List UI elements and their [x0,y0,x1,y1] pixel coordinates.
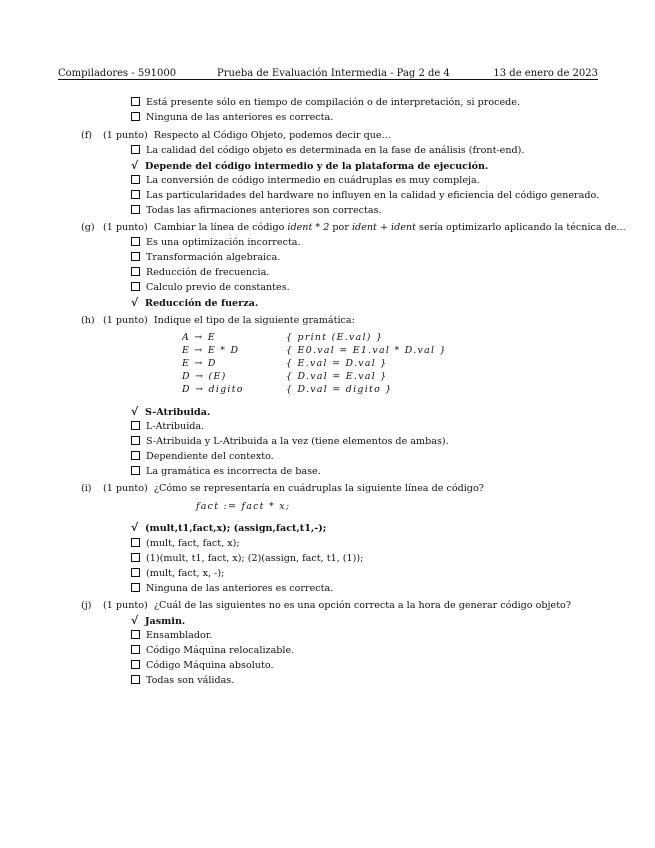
option-j-2[interactable]: Ensamblador. [131,629,212,642]
checkmark-icon: √ [131,614,139,627]
checkmark-icon: √ [131,405,139,418]
grammar-action: { D.val = digito } [286,384,393,395]
question-h: (h) (1 punto) Indique el tipo de la siguiente gramática: [81,315,355,326]
option-g-5[interactable]: √ Reducción de fuerza. [131,296,259,309]
grammar-rule: A → E [182,332,216,343]
checkbox-icon [131,282,140,291]
code-line: fact := fact * x; [196,501,291,512]
question-g: (g) (1 punto) Cambiar la línea de código ident * 2 por ident + ident sería optimizarlo aplicando la técnica de... [81,222,626,233]
checkbox-icon [131,675,140,684]
option-i-5[interactable]: Ninguna de las anteriores es correcta. [131,582,333,595]
checkmark-icon: √ [131,521,139,534]
option-h-1[interactable]: √ S-Atribuida. [131,405,211,418]
option-h-5[interactable]: La gramática es incorrecta de base. [131,465,321,478]
checkbox-icon [131,645,140,654]
checkbox-icon [131,583,140,592]
option-i-1[interactable]: √ (mult,t1,fact,x); (assign,fact,t1,-); [131,521,327,534]
checkbox-icon [131,436,140,445]
option-f-5[interactable]: Todas las afirmaciones anteriores son correctas. [131,204,382,217]
checkbox-icon [131,466,140,475]
code-expr-2: ident + ident [351,222,416,233]
option-g-4[interactable]: Calculo previo de constantes. [131,281,290,294]
checkbox-icon [131,451,140,460]
checkbox-icon [131,112,140,121]
checkbox-icon [131,553,140,562]
checkbox-icon [131,538,140,547]
grammar-rule: E → E * D [182,345,240,356]
checkbox-icon [131,568,140,577]
option-j-3[interactable]: Código Máquina relocalizable. [131,644,294,657]
checkbox-icon [131,145,140,154]
header-title: Prueba de Evaluación Intermedia - Pag 2 de 4 [217,68,450,79]
checkbox-icon [131,267,140,276]
grammar-action: { print (E.val) } [286,332,384,343]
checkbox-icon [131,190,140,199]
option-g-2[interactable]: Transformación algebraica. [131,251,280,264]
question-j: (j) (1 punto) ¿Cuál de las siguientes no es una opción correcta a la hora de generar código objeto? [81,600,571,611]
header-date: 13 de enero de 2023 [493,68,598,79]
option-f-4[interactable]: Las particularidades del hardware no influyen en la calidad y eficiencia del código generado. [131,189,599,202]
question-f: (f) (1 punto) Respecto al Código Objeto, podemos decir que... [81,130,391,141]
option-f-1[interactable]: La calidad del código objeto es determinada en la fase de análisis (front-end). [131,144,524,157]
checkmark-icon: √ [131,159,139,172]
grammar-rule: E → D [182,358,217,369]
checkbox-icon [131,237,140,246]
option-h-2[interactable]: L-Atribuida. [131,420,204,433]
checkbox-icon [131,252,140,261]
grammar-rule: D → (E) [182,371,227,382]
grammar-action: { E0.val = E1.val * D.val } [286,345,447,356]
option-i-4[interactable]: (mult, fact, x, -); [131,567,224,580]
checkbox-icon [131,205,140,214]
checkbox-icon [131,660,140,669]
option-h-3[interactable]: S-Atribuida y L-Atribuida a la vez (tiene elementos de ambas). [131,435,449,448]
header-course: Compiladores - 591000 [58,68,177,79]
option-i-2[interactable]: (mult, fact, fact, x); [131,537,240,550]
grammar-action: { E.val = D.val } [286,358,388,369]
checkbox-icon [131,97,140,106]
header-rule [58,79,598,80]
checkbox-icon [131,421,140,430]
option-j-1[interactable]: √ Jasmin. [131,614,186,627]
option-g-1[interactable]: Es una optimización incorrecta. [131,236,301,249]
checkbox-icon [131,175,140,184]
option-j-4[interactable]: Código Máquina absoluto. [131,659,274,672]
question-i: (i) (1 punto) ¿Cómo se representaría en cuádruplas la siguiente línea de código? [81,483,484,494]
grammar-action: { D.val = E.val } [286,371,388,382]
option-f-3[interactable]: La conversión de código intermedio en cuádruplas es muy compleja. [131,174,480,187]
option-j-5[interactable]: Todas son válidas. [131,674,234,687]
grammar-rule: D → digito [182,384,244,395]
option-f-2[interactable]: √ Depende del código intermedio y de la plataforma de ejecución. [131,159,489,172]
option-e-4[interactable]: Está presente sólo en tiempo de compilación o de interpretación, si procede. [131,96,520,109]
checkmark-icon: √ [131,296,139,309]
option-h-4[interactable]: Dependiente del contexto. [131,450,274,463]
code-expr-1: ident * 2 [287,222,330,233]
option-i-3[interactable]: (1)(mult, t1, fact, x); (2)(assign, fact, t1, (1)); [131,552,363,565]
option-e-5[interactable]: Ninguna de las anteriores es correcta. [131,111,333,124]
checkbox-icon [131,630,140,639]
option-g-3[interactable]: Reducción de frecuencia. [131,266,269,279]
